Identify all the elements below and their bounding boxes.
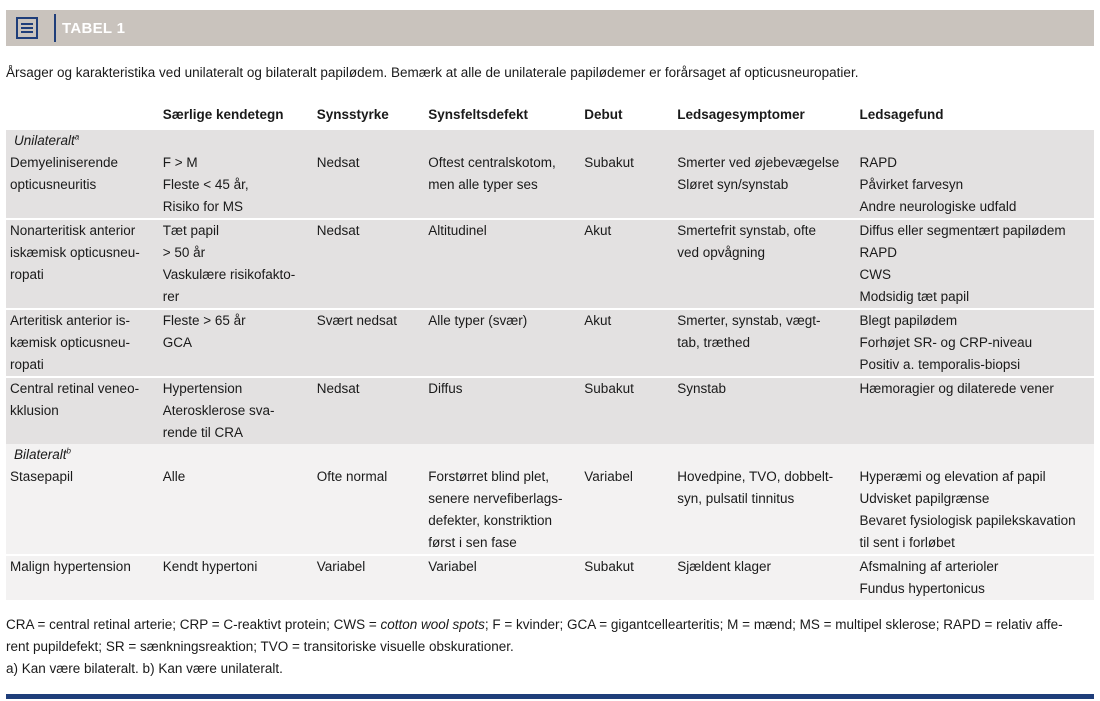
table-cell bbox=[159, 377, 313, 444]
table-cell bbox=[424, 309, 580, 377]
cell-line: men alle typer ses bbox=[428, 177, 538, 192]
abbrev-text-cont: ; F = kvinder; GCA = gigantcellearteritis; M = mænd; MS = multipel sklerose; RAPD = relativ affe- bbox=[484, 617, 1063, 632]
table-cell bbox=[6, 555, 159, 600]
cell-line: Vaskulære risikofakto- bbox=[162, 267, 296, 282]
table-cell bbox=[580, 466, 673, 555]
cell-line: ved opvågning bbox=[677, 245, 766, 260]
cell-line: Nonarteritisk anterior bbox=[10, 223, 136, 238]
cell-line: Kendt hypertoni bbox=[162, 559, 258, 574]
cell-line: Udvisket papilgrænse bbox=[859, 491, 990, 506]
table-cell bbox=[313, 152, 425, 219]
table-cell bbox=[159, 555, 313, 600]
table-cell bbox=[673, 377, 855, 444]
cell-line: til sent i forløbet bbox=[859, 535, 955, 550]
cell-line: først i sen fase bbox=[428, 535, 517, 550]
table-cell bbox=[313, 377, 425, 444]
table-cell bbox=[159, 152, 313, 219]
table-cell bbox=[6, 377, 159, 444]
abbreviations-line-2: rent pupildefekt; SR = sænkningsreaktion; TVO = transitoriske visuelle obskurationer. bbox=[6, 639, 514, 654]
cell-line: Demyeliniserende bbox=[10, 155, 119, 170]
table-title: TABEL 1 bbox=[62, 19, 126, 37]
table-cell bbox=[313, 466, 425, 555]
group-label-sup: b bbox=[66, 446, 71, 456]
cell-line: Aterosklerose sva- bbox=[162, 403, 275, 418]
cell-line: Nedsat bbox=[316, 155, 360, 170]
cell-line: Variabel bbox=[316, 559, 366, 574]
footnote-notes: a) Kan være bilateralt. b) Kan være unilateralt. bbox=[6, 661, 283, 676]
column-header: Debut bbox=[584, 107, 623, 122]
table-row bbox=[6, 466, 1094, 555]
header-divider bbox=[54, 14, 56, 42]
table-row bbox=[6, 555, 1094, 600]
cell-line: Positiv a. temporalis-biopsi bbox=[859, 357, 1021, 372]
column-header: Særlige kendetegn bbox=[162, 107, 284, 122]
footnotes bbox=[6, 614, 1096, 680]
table-cell bbox=[159, 309, 313, 377]
table-cell bbox=[424, 152, 580, 219]
cell-line: Hypertension bbox=[162, 381, 243, 396]
group-label bbox=[6, 444, 1094, 466]
cell-line: Stasepapil bbox=[10, 469, 74, 484]
cell-line: Diffus eller segmentært papilødem bbox=[859, 223, 1066, 238]
cell-line: GCA bbox=[162, 335, 193, 350]
table-cell bbox=[856, 466, 1094, 555]
cell-line: tab, træthed bbox=[677, 335, 751, 350]
table-row bbox=[6, 377, 1094, 444]
cell-line: Blegt papilødem bbox=[859, 313, 958, 328]
cell-line: Svært nedsat bbox=[316, 313, 397, 328]
table-cell bbox=[159, 219, 313, 309]
table-header-bar bbox=[6, 10, 1094, 46]
cell-line: Ofte normal bbox=[316, 469, 388, 484]
table-cell bbox=[580, 555, 673, 600]
bottom-rule bbox=[6, 694, 1094, 699]
cell-line: iskæmisk opticusneu- bbox=[10, 245, 140, 260]
table-cell bbox=[424, 377, 580, 444]
cell-line: rer bbox=[162, 289, 180, 304]
cell-line: Altitudinel bbox=[428, 223, 487, 238]
table-cell bbox=[673, 466, 855, 555]
table-cell bbox=[856, 309, 1094, 377]
table-cell bbox=[856, 377, 1094, 444]
cell-line: Fleste < 45 år, bbox=[162, 177, 249, 192]
column-header: Synsfeltsdefekt bbox=[428, 107, 528, 122]
cell-line: Fundus hypertonicus bbox=[859, 581, 985, 596]
cell-line: Akut bbox=[584, 223, 612, 238]
cell-line: Variabel bbox=[584, 469, 633, 484]
cell-line: Tæt papil bbox=[162, 223, 220, 238]
cell-line: Subakut bbox=[584, 381, 634, 396]
cell-line: Arteritisk anterior is- bbox=[10, 313, 131, 328]
cell-line: Afsmalning af arterioler bbox=[859, 559, 999, 574]
column-header: Ledsagefund bbox=[859, 107, 944, 122]
cell-line: Subakut bbox=[584, 155, 634, 170]
table-cell bbox=[159, 466, 313, 555]
column-header: Ledsagesymptomer bbox=[677, 107, 805, 122]
table-cell bbox=[856, 555, 1094, 600]
cell-line: Forstørret blind plet, bbox=[428, 469, 549, 484]
table-row bbox=[6, 309, 1094, 377]
cell-line: Synstab bbox=[677, 381, 727, 396]
table-cell bbox=[580, 377, 673, 444]
cell-line: senere nervefiberlags- bbox=[428, 491, 563, 506]
table-cell bbox=[6, 152, 159, 219]
cell-line: Påvirket farvesyn bbox=[859, 177, 964, 192]
cell-line: Smertefrit synstab, ofte bbox=[677, 223, 817, 238]
table-icon bbox=[14, 15, 40, 41]
table-cell bbox=[6, 309, 159, 377]
cell-line: ropati bbox=[10, 267, 44, 282]
table-cell bbox=[580, 309, 673, 377]
table-cell bbox=[580, 219, 673, 309]
cell-line: Malign hypertension bbox=[10, 559, 131, 574]
cell-line: kklusion bbox=[10, 403, 59, 418]
cell-line: Fleste > 65 år bbox=[162, 313, 246, 328]
column-header bbox=[6, 102, 159, 130]
table-caption: Årsager og karakteristika ved unilateralt og bilateralt papilødem. Bemærk at alle de unilaterale papilødemer er forårsaget af opticusneuropatier. bbox=[6, 65, 859, 80]
cell-line: Nedsat bbox=[316, 381, 360, 396]
table-cell bbox=[580, 152, 673, 219]
cell-line: Bevaret fysiologisk papilekskavation bbox=[859, 513, 1076, 528]
table-cell bbox=[673, 219, 855, 309]
cell-line: RAPD bbox=[859, 245, 898, 260]
cell-line: Diffus bbox=[428, 381, 463, 396]
group-label-sup: a bbox=[74, 132, 80, 142]
cell-line: Risiko for MS bbox=[162, 199, 244, 214]
cell-line: Alle typer (svær) bbox=[428, 313, 528, 328]
table-cell bbox=[6, 219, 159, 309]
table-cell bbox=[673, 309, 855, 377]
abbrev-italic: cotton wool spots bbox=[380, 617, 485, 632]
cell-line: Hovedpine, TVO, dobbelt- bbox=[677, 469, 834, 484]
group-label-text: Bilateralt bbox=[14, 447, 67, 462]
cell-line: Hæmoragier og dilaterede vener bbox=[859, 381, 1054, 396]
cell-line: Modsidig tæt papil bbox=[859, 289, 970, 304]
cell-line: Akut bbox=[584, 313, 612, 328]
table-cell bbox=[313, 309, 425, 377]
group-label bbox=[6, 130, 1094, 152]
cell-line: ropati bbox=[10, 357, 44, 372]
table-cell bbox=[673, 152, 855, 219]
cell-line: Sjældent klager bbox=[677, 559, 772, 574]
cell-line: F > M bbox=[162, 155, 198, 170]
cell-line: Andre neurologiske udfald bbox=[859, 199, 1017, 214]
cell-line: Hyperæmi og elevation af papil bbox=[859, 469, 1046, 484]
table-cell bbox=[856, 219, 1094, 309]
cell-line: defekter, konstriktion bbox=[428, 513, 553, 528]
cell-line: Central retinal veneo- bbox=[10, 381, 140, 396]
group-row bbox=[6, 130, 1094, 152]
table-cell bbox=[6, 466, 159, 555]
abbreviations-line-1 bbox=[6, 614, 1096, 636]
table-cell bbox=[424, 219, 580, 309]
cell-line: Forhøjet SR- og CRP-niveau bbox=[859, 335, 1033, 350]
table-header-row bbox=[6, 102, 1094, 130]
cell-line: kæmisk opticusneu- bbox=[10, 335, 131, 350]
cell-line: Smerter, synstab, vægt- bbox=[677, 313, 821, 328]
cell-line: CWS bbox=[859, 267, 892, 282]
group-label-text: Unilateralt bbox=[14, 133, 75, 148]
cell-line: Subakut bbox=[584, 559, 634, 574]
cell-line: syn, pulsatil tinnitus bbox=[677, 491, 795, 506]
table-cell bbox=[424, 466, 580, 555]
cell-line: opticusneuritis bbox=[10, 177, 97, 192]
cell-line: Alle bbox=[162, 469, 186, 484]
group-row bbox=[6, 444, 1094, 466]
cell-line: rende til CRA bbox=[162, 425, 244, 440]
table-cell bbox=[673, 555, 855, 600]
cell-line: Oftest centralskotom, bbox=[428, 155, 556, 170]
abbrev-text: CRA = central retinal arterie; CRP = C-reaktivt protein; CWS = bbox=[6, 617, 381, 632]
cell-line: Variabel bbox=[428, 559, 477, 574]
table-cell bbox=[424, 555, 580, 600]
cell-line: Nedsat bbox=[316, 223, 360, 238]
table-row bbox=[6, 219, 1094, 309]
table-row bbox=[6, 152, 1094, 219]
cell-line: RAPD bbox=[859, 155, 898, 170]
cell-line: Sløret syn/synstab bbox=[677, 177, 789, 192]
column-header: Synsstyrke bbox=[316, 107, 389, 122]
table-cell bbox=[856, 152, 1094, 219]
table-cell bbox=[313, 219, 425, 309]
data-table bbox=[6, 102, 1094, 600]
table-cell bbox=[313, 555, 425, 600]
cell-line: > 50 år bbox=[162, 245, 206, 260]
cell-line: Smerter ved øjebevægelse bbox=[677, 155, 840, 170]
